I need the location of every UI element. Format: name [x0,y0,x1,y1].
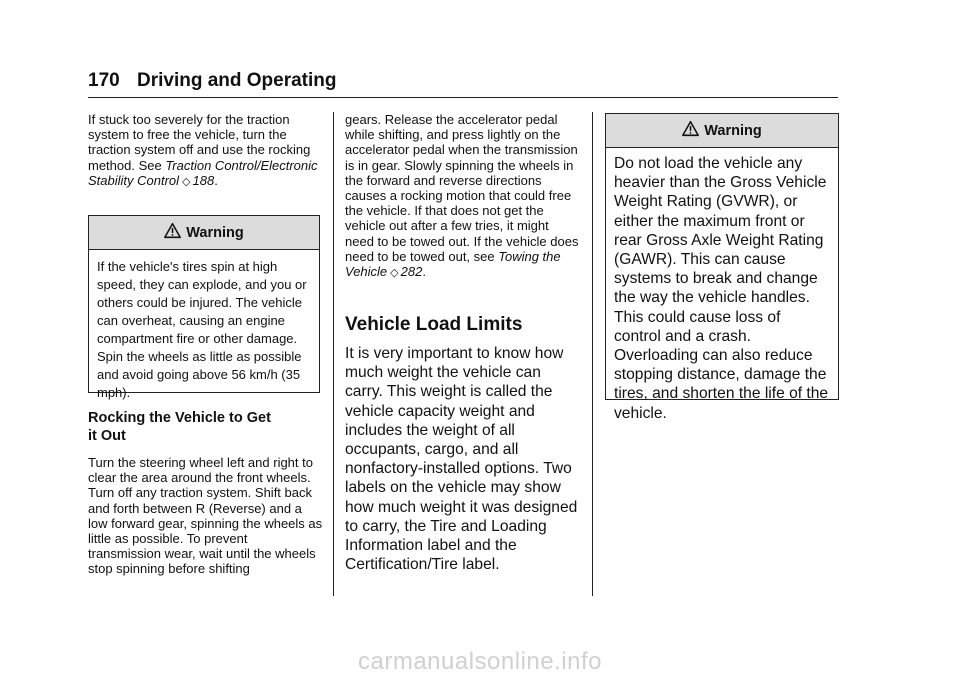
page-number: 170 [88,70,120,91]
warning-header [606,114,838,148]
intro-paragraph: If stuck too severely for the traction system to free the vehicle, turn the traction system off and use the rocking method. See Traction Control/Electronic Stability Control ◇ 188. [88,112,318,188]
warning-box-tires [88,215,320,400]
traction-control-page[interactable]: 188 [192,172,215,188]
warning-text: Do not load the vehicle any heavier than the Gross Vehicle Weight Rating (GVWR), or either the maximum front or rear Gross Axle Weight Rating (GAWR). This can cause systems to break and change the way the vehicle handles. This could cause loss of control and a crash. Overloading can also reduce stopping distance, damage the tires, and shorten the life of the vehicle. [614,155,829,422]
column-2-continued [345,112,581,281]
warning-triangle-icon [682,120,699,137]
column-1-rocking [88,455,324,577]
warning-title: Warning [186,224,244,241]
warning-title: Warning [704,122,762,139]
towing-link[interactable]: Towing the Vehicle [345,248,561,280]
warning-text: If the vehicle's tires spin at high speed, they can explode, and you or others could be injured. The vehicle can overheat, causing an engine compartment fire or other damage. Spin the wheels as little as possible and avoid going above 56 km/h (35 mph). [97,259,307,400]
chapter-title: Driving and Operating [136,70,337,91]
continued-paragraph: gears. Release the accelerator pedal while shifting, and press lightly on the accelerator pedal when the transmission is in gear. Slowly spinning the wheels in the forward and reverse directions causes a rocking motion that could free the vehicle. If that does not get the vehicle out after a few tries, it might need to be towed out. If the vehicle does need to be towed out, see Towing the Vehicle ◇ 282. [345,112,579,280]
column-divider-2 [592,112,593,596]
traction-control-link[interactable]: Traction Control/Electronic Stability Control [88,157,318,188]
section-title: Vehicle Load Limits [345,314,523,335]
warning-triangle-icon [164,222,181,239]
header-rule [88,97,838,98]
column-1-intro [88,112,324,190]
watermark: carmanualsonline.info [358,648,602,675]
column-divider-1 [333,112,334,596]
warning-box-load [605,113,839,422]
load-paragraph: It is very important to know how much weight the vehicle can carry. This weight is called the vehicle capacity weight and includes the weight of all occupants, cargo, and all nonfactory-installed options. Two labels on the vehicle may show how much weight it was designed to carry, the Tire and Loading Information label and the Certification/Tire label. [345,345,578,574]
column-2-load [345,344,581,574]
page-reference-icon: ◇ [182,175,191,188]
page-reference-icon: ◇ [390,267,399,280]
rocking-paragraph: Turn the steering wheel left and right to clear the area around the front wheels. Turn off any traction system. Shift back and forth between R (Reverse) and a low forward gear, spinning the wheels as little as possible. To prevent transmission wear, wait until the wheels stop spinning before shifting [88,455,323,577]
warning-header [89,216,319,250]
subheading-rocking: Rocking the Vehicle to Get it Out [88,410,271,444]
towing-page[interactable]: 282 [400,264,423,280]
page-header [88,70,337,92]
